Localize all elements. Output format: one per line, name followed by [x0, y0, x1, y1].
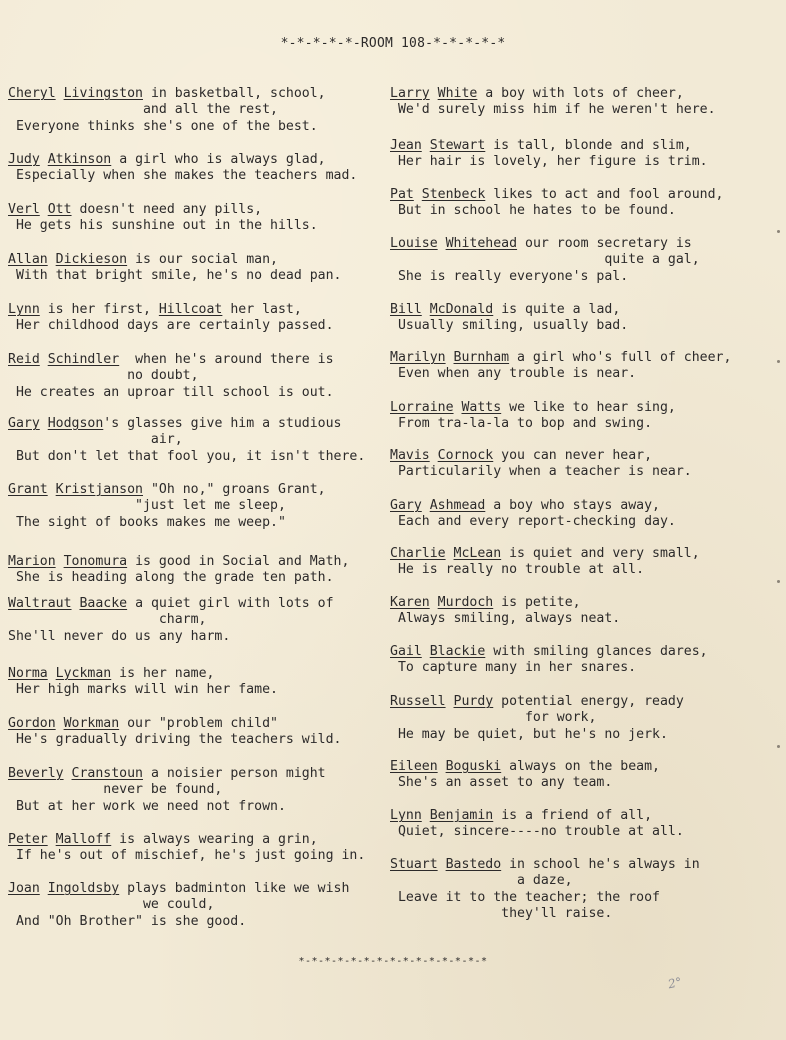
verse-text: is her name, — [111, 666, 215, 681]
verse — [8, 596, 386, 645]
verse — [390, 644, 782, 677]
verse-text: air, — [8, 432, 183, 448]
verse-line — [390, 775, 782, 791]
verse-text: a girl who is always glad, — [111, 152, 326, 167]
verse-text: quite a gal, — [390, 252, 700, 268]
verse-line — [8, 86, 386, 102]
verse-text: He is really no trouble at all. — [390, 562, 645, 578]
verse-line — [390, 906, 782, 922]
verse-text: Even when any trouble is near. — [390, 366, 637, 382]
underlined-name: Beverly — [8, 766, 64, 781]
verse-text — [446, 350, 454, 365]
verse — [390, 448, 782, 481]
underlined-name: Lyckman — [55, 666, 112, 681]
underlined-name: Lynn — [8, 302, 40, 317]
verse-text: we could, — [8, 897, 215, 913]
verse-line — [8, 612, 386, 628]
underlined-name: Gary — [8, 416, 40, 431]
underlined-name: Karen — [390, 595, 430, 610]
underlined-name: Kristjanson — [55, 482, 143, 497]
underlined-name: Dickieson — [55, 252, 128, 267]
verse-text: our "problem child" — [119, 716, 278, 731]
verse-line — [8, 218, 386, 234]
underlined-name: Reid — [8, 352, 40, 367]
verse-text: Especially when she makes the teachers mad. — [8, 168, 358, 184]
verse-text: "just let me sleep, — [8, 498, 286, 514]
verse-text: Particularily when a teacher is near. — [390, 464, 692, 480]
underlined-name: Ashmead — [429, 498, 486, 513]
paper-speck — [777, 230, 780, 233]
verse-line — [390, 498, 782, 514]
paper-speck — [777, 360, 780, 363]
verse-text: Each and every report-checking day. — [390, 514, 676, 530]
verse-text: is quiet and very small, — [501, 546, 700, 561]
verse-line — [390, 252, 782, 268]
underlined-name: Schindler — [47, 352, 120, 367]
verse-line — [390, 154, 782, 170]
verse — [390, 400, 782, 433]
verse-text: no doubt, — [8, 368, 199, 384]
verse-line — [8, 832, 386, 848]
underlined-name: Marilyn — [390, 350, 446, 365]
underlined-name: Ingoldsby — [47, 881, 120, 896]
verse-line — [390, 808, 782, 824]
verse-text: Everyone thinks she's one of the best. — [8, 118, 318, 134]
verse-line — [8, 799, 386, 815]
underlined-name: Bastedo — [445, 857, 502, 872]
verse-text: If he's out of mischief, he's just going in. — [8, 848, 366, 864]
verse-text — [64, 766, 72, 781]
verse-text — [422, 808, 430, 823]
verse — [390, 857, 782, 922]
verse-line — [8, 202, 386, 218]
underlined-name: Cornock — [437, 448, 494, 463]
verse-text: She is really everyone's pal. — [390, 268, 629, 284]
verse-text: charm, — [8, 612, 207, 628]
verse-line — [8, 416, 386, 432]
verse — [390, 808, 782, 841]
underlined-name: Stewart — [429, 138, 486, 153]
pencil-page-mark: 2° — [666, 974, 683, 992]
verse-line — [390, 824, 782, 840]
verse-text — [430, 86, 438, 101]
underlined-name: Grant — [8, 482, 48, 497]
verse — [390, 759, 782, 792]
verse-text — [422, 302, 430, 317]
verse-text — [430, 448, 438, 463]
underlined-name: Lynn — [390, 808, 422, 823]
verse — [390, 694, 782, 743]
verse-text: when he's around there is — [119, 352, 334, 367]
verse-text: She is heading along the grade ten path. — [8, 570, 334, 586]
verse-text — [40, 152, 48, 167]
verse-text — [40, 202, 48, 217]
underlined-name: Charlie — [390, 546, 446, 561]
underlined-name: Blackie — [429, 644, 486, 659]
underlined-name: Baacke — [79, 596, 128, 611]
verse-text — [56, 554, 64, 569]
verse-text: He gets his sunshine out in the hills. — [8, 218, 318, 234]
verse-line — [390, 302, 782, 318]
underlined-name: Cheryl — [8, 86, 56, 101]
verse-line — [390, 873, 782, 889]
verse-text — [48, 666, 56, 681]
verse — [8, 666, 386, 699]
underlined-name: Marion — [8, 554, 56, 569]
verse-text: doesn't need any pills, — [71, 202, 263, 217]
verse-text: is good in Social and Math, — [127, 554, 350, 569]
verse-text: Her high marks will win her fame. — [8, 682, 278, 698]
verse-line — [8, 449, 386, 465]
verse-text: The sight of books makes me weep." — [8, 514, 286, 530]
verse-line — [390, 269, 782, 285]
paper-speck — [777, 745, 780, 748]
verse-text: potential energy, ready — [493, 694, 684, 709]
verse-text: Leave it to the teacher; the roof — [390, 889, 660, 905]
verse-text: and all the rest, — [8, 102, 278, 118]
verse-text: our room secretary is — [517, 236, 692, 251]
verse-text — [48, 832, 56, 847]
verse-line — [8, 432, 386, 448]
verse-text: in school he's always in — [501, 857, 700, 872]
underlined-name: Hillcoat — [158, 302, 223, 317]
verse-line — [390, 366, 782, 382]
verse — [390, 595, 782, 628]
verse-line — [8, 152, 386, 168]
verse — [8, 152, 386, 185]
verse — [8, 766, 386, 815]
verse-text: But don't let that fool you, it isn't there. — [8, 448, 366, 464]
underlined-name: Whitehead — [445, 236, 518, 251]
underlined-name: Allan — [8, 252, 48, 267]
verse-line — [390, 546, 782, 562]
underlined-name: Verl — [8, 202, 40, 217]
underlined-name: Judy — [8, 152, 40, 167]
verse-line — [390, 562, 782, 578]
underlined-name: Ott — [47, 202, 72, 217]
verse-line — [390, 203, 782, 219]
verse-line — [8, 498, 386, 514]
verse-text: a boy who stays away, — [485, 498, 660, 513]
verse-text — [48, 252, 56, 267]
underlined-name: Murdoch — [437, 595, 494, 610]
verse-line — [390, 644, 782, 660]
verse-text: "Oh no," groans Grant, — [143, 482, 326, 497]
verse-text: To capture many in her snares. — [390, 660, 637, 676]
verse-text — [446, 694, 454, 709]
underlined-name: Cranstoun — [71, 766, 143, 781]
verse-line — [8, 766, 386, 782]
verse-text: He creates an uproar till school is out. — [8, 384, 334, 400]
underlined-name: Waltraut — [8, 596, 72, 611]
verse-text: is tall, blonde and slim, — [485, 138, 692, 153]
underlined-name: White — [437, 86, 478, 101]
verse-text: From tra-la-la to bop and swing. — [390, 416, 653, 432]
verse-text: We'd surely miss him if he weren't here. — [390, 102, 716, 118]
verse-text: a daze, — [390, 873, 573, 889]
verse-text: Quiet, sincere----no trouble at all. — [390, 824, 684, 840]
verse-line — [390, 611, 782, 627]
verse — [8, 416, 386, 465]
verse-text: Always smiling, always neat. — [390, 611, 621, 627]
verse-text: is petite, — [493, 595, 581, 610]
verse-line — [390, 138, 782, 154]
verse-line — [390, 727, 782, 743]
verse-line — [8, 302, 386, 318]
verse — [390, 187, 782, 220]
verse-text: But in school he hates to be found. — [390, 203, 676, 219]
verse — [390, 302, 782, 335]
underlined-name: Peter — [8, 832, 48, 847]
verse-text: for work, — [390, 710, 597, 726]
underlined-name: Norma — [8, 666, 48, 681]
verse-text: But at her work we need not frown. — [8, 798, 286, 814]
verse-text: you can never hear, — [493, 448, 653, 463]
underlined-name: Workman — [63, 716, 120, 731]
verse — [8, 202, 386, 235]
verse-text — [438, 759, 446, 774]
verse-line — [8, 716, 386, 732]
verse — [8, 302, 386, 335]
verse-text — [40, 352, 48, 367]
verse — [8, 716, 386, 749]
verse-text: a girl who's full of cheer, — [509, 350, 732, 365]
verse-text — [48, 482, 56, 497]
verse-text — [430, 595, 438, 610]
verse-line — [8, 596, 386, 612]
verse — [8, 881, 386, 930]
verse — [8, 86, 386, 135]
verse-line — [8, 515, 386, 531]
verse-text: a noisier person might — [143, 766, 326, 781]
verse-text — [438, 857, 446, 872]
verse — [8, 554, 386, 587]
verse-line — [8, 782, 386, 798]
underlined-name: Pat — [390, 187, 414, 202]
verse-text — [56, 86, 64, 101]
verse-text: With that bright smile, he's no dead pan. — [8, 268, 342, 284]
verse-line — [390, 318, 782, 334]
underlined-name: Lorraine — [390, 400, 454, 415]
verse-line — [8, 570, 386, 586]
verse-line — [390, 660, 782, 676]
underlined-name: Larry — [390, 86, 430, 101]
verse-line — [8, 102, 386, 118]
verse-line — [8, 168, 386, 184]
verse-text: Usually smiling, usually bad. — [390, 318, 629, 334]
verse-line — [8, 318, 386, 334]
verse-text — [40, 416, 48, 431]
underlined-name: Boguski — [445, 759, 502, 774]
underlined-name: Joan — [8, 881, 40, 896]
verse-text: She'll never do us any harm. — [8, 628, 231, 644]
page-header: *-*-*-*-*-ROOM 108-*-*-*-*-* — [280, 36, 506, 51]
underlined-name: Atkinson — [47, 152, 112, 167]
underlined-name: Livingston — [63, 86, 143, 101]
verse-text: is our social man, — [127, 252, 278, 267]
verse-line — [8, 881, 386, 897]
verse-text: always on the beam, — [501, 759, 660, 774]
verse-line — [390, 759, 782, 775]
verse-text — [40, 881, 48, 896]
verse-text: He's gradually driving the teachers wild. — [8, 732, 342, 748]
verse-text: with smiling glances dares, — [485, 644, 708, 659]
underlined-name: Mavis — [390, 448, 430, 463]
verse-text: is always wearing a grin, — [111, 832, 318, 847]
underlined-name: Burnham — [453, 350, 510, 365]
verse-text: He may be quiet, but he's no jerk. — [390, 726, 668, 742]
verse-line — [390, 694, 782, 710]
verse-line — [8, 554, 386, 570]
verse-line — [8, 252, 386, 268]
verse-line — [390, 187, 782, 203]
verse-text — [56, 716, 64, 731]
underlined-name: Watts — [461, 400, 502, 415]
verse-line — [390, 400, 782, 416]
verse-line — [8, 268, 386, 284]
verse-text — [422, 644, 430, 659]
verse-text: in basketball, school, — [143, 86, 326, 101]
verse-line — [390, 890, 782, 906]
verse-line — [390, 710, 782, 726]
underlined-name: Jean — [390, 138, 422, 153]
verse-text: plays badminton like we wish — [119, 881, 350, 896]
verse-line — [8, 897, 386, 913]
verse-line — [8, 666, 386, 682]
verse — [390, 86, 782, 119]
verse-line — [8, 385, 386, 401]
underlined-name: Stenbeck — [421, 187, 486, 202]
verse-text: never be found, — [8, 782, 223, 798]
verse-text: Her childhood days are certainly passed. — [8, 318, 334, 334]
verse-line — [8, 914, 386, 930]
verse-line — [390, 595, 782, 611]
verse-line — [390, 102, 782, 118]
verse-line — [8, 682, 386, 698]
verse-line — [390, 514, 782, 530]
verse-text: a boy with lots of cheer, — [477, 86, 684, 101]
verse-text: her last, — [222, 302, 302, 317]
underlined-name: Russell — [390, 694, 446, 709]
verse-text — [422, 498, 430, 513]
verse-text: a quiet girl with lots of — [127, 596, 334, 611]
verse-line — [8, 629, 386, 645]
underlined-name: Stuart — [390, 857, 438, 872]
verse-text — [422, 138, 430, 153]
footer-rule: *-*-*-*-*-*-*-*-*-*-*-*-*-*-* — [298, 956, 488, 967]
verse-line — [390, 464, 782, 480]
verse-text: is quite a lad, — [493, 302, 621, 317]
verse-line — [8, 732, 386, 748]
verse-line — [8, 352, 386, 368]
underlined-name: Bill — [390, 302, 422, 317]
verse-text — [446, 546, 454, 561]
underlined-name: Purdy — [453, 694, 494, 709]
underlined-name: McLean — [453, 546, 502, 561]
verse-text — [414, 187, 422, 202]
verse-text: we like to hear sing, — [501, 400, 676, 415]
verse-text: And "Oh Brother" is she good. — [8, 913, 247, 929]
verse-text: is a friend of all, — [493, 808, 653, 823]
verse — [8, 482, 386, 531]
verse-text: they'll raise. — [390, 905, 613, 921]
verse-line — [390, 86, 782, 102]
verse — [390, 546, 782, 579]
verse-line — [390, 416, 782, 432]
verse-line — [8, 368, 386, 384]
verse-text — [438, 236, 446, 251]
verse-line — [8, 482, 386, 498]
underlined-name: Malloff — [55, 832, 112, 847]
underlined-name: Eileen — [390, 759, 438, 774]
verse-text: likes to act and fool around, — [485, 187, 724, 202]
underlined-name: Hodgson — [47, 416, 104, 431]
verse-line — [390, 857, 782, 873]
verse — [390, 350, 782, 383]
underlined-name: Gail — [390, 644, 422, 659]
verse-line — [390, 236, 782, 252]
verse — [390, 236, 782, 285]
verse — [390, 138, 782, 171]
verse-line — [8, 119, 386, 135]
verse — [8, 352, 386, 401]
verse — [8, 252, 386, 285]
verse-text: is her first, — [39, 302, 159, 317]
underlined-name: Benjamin — [429, 808, 494, 823]
verse — [8, 832, 386, 865]
underlined-name: McDonald — [429, 302, 494, 317]
verse-line — [390, 350, 782, 366]
underlined-name: Tonomura — [63, 554, 128, 569]
verse-text: She's an asset to any team. — [390, 775, 613, 791]
underlined-name: Gordon — [8, 716, 56, 731]
paper-speck — [777, 580, 780, 583]
verse-line — [390, 448, 782, 464]
verse — [390, 498, 782, 531]
verse-text: 's glasses give him a studious — [103, 416, 342, 431]
verse-line — [8, 848, 386, 864]
underlined-name: Louise — [390, 236, 438, 251]
underlined-name: Gary — [390, 498, 422, 513]
verse-text: Her hair is lovely, her figure is trim. — [390, 154, 708, 170]
